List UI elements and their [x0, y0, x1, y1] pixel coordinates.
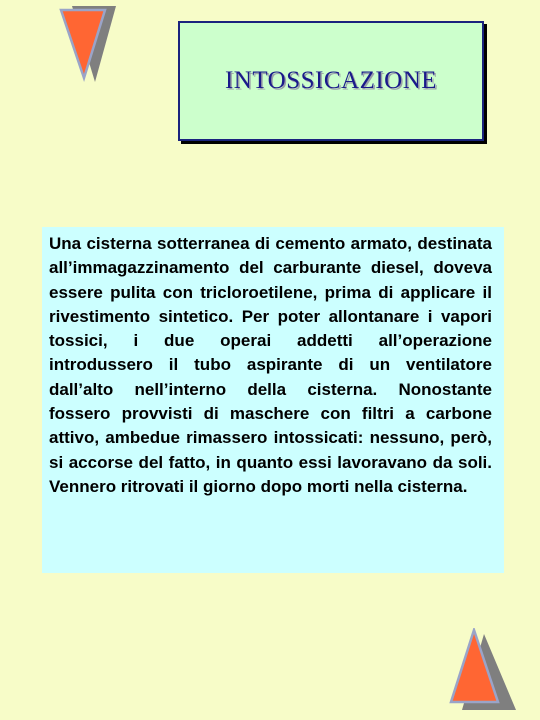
slide-title: INTOSSICAZIONE [224, 67, 438, 94]
title-box [178, 21, 484, 141]
text-box [42, 227, 504, 573]
triangle-down-icon [58, 4, 118, 84]
slide-body-text: Una cisterna sotterranea di cemento armato, destinata all’immagazzinamento del carburante diesel, doveva essere pulita con tricloroetilene, prima di applicare il rivestimento sintetico. Per poter allontanare i vapori tossici, i due operai addetti all’operazione introdussero il tubo aspirante di un ventilatore dall’alto nell’interno della cisterna. Nonostante fossero provvisti di maschere con filtri a carbone attivo, ambedue rimassero intossicati: nessuno, però, si accorse del fatto, in quanto essi lavoravano da soli. Vennero ritrovati il giorno dopo morti nella cisterna. [49, 234, 492, 496]
triangle-up-icon [448, 628, 518, 712]
